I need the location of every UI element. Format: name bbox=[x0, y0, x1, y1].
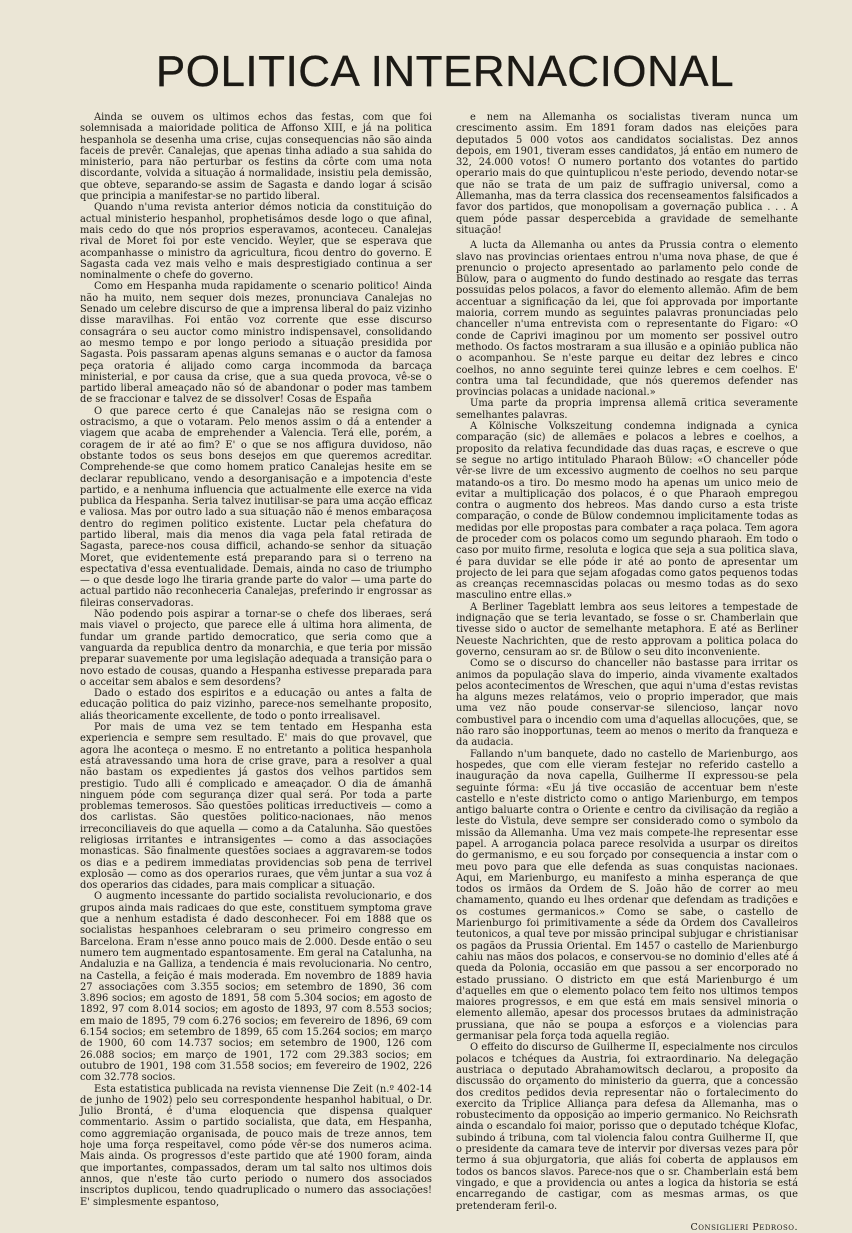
paragraph: Fallando n'um banquete, dado no castello de Marienburgo, aos hospedes, que com elle vieram festejar no referido castello a inauguração da nova capella, Guilherme II expressou-se pela seguinte fórma: «Eu já tive occasião de accentuar bem n'este castello e n'este districto como o antigo Marienburgo, em tempos antigo baluarte contra o Oriente e centro da civilisação da região a leste do Vistula, deve sempre ser considerado como o symbolo da missão da Allemanha. Uma vez mais compete-lhe representar esse papel. A arrogancia polaca parece resolvida a usurpar os direitos do germanismo, e eu sou forçado por consequencia a instar com o meu povo para que elle defenda as suas conquistas nacionaes. Aqui, em Marienburgo, eu manifesto a minha esperança de que todos os irmãos da Ordem de S. João hão de correr ao meu chamamento, quando eu lhes ordenar que defendam as tradições e os costumes germanicos.» Como se sabe, o castello de Marienburgo foi primitivamente a séde da Ordem dos Cavalleiros teutonicos, a qual teve por missão principal subjugar e christianisar os pagãos da Prussia Oriental. Em 1457 o castello de Marienburgo cahiu nas mãos dos polacos, e conservou-se no dominio d'elles até á queda da Polonia, occasião em que passou a ser encorporado no estado prussiano. O districto em que está Marienburgo é um d'aquelles em que o elemento polaco tem feito nos ultimos tempos maiores progressos, e em que está em mais sensivel minoria o elemento allemão, apesar dos processos brutaes da administração prussiana, que não se poupa a esforços e a violencias para germanisar pela força toda aquella região. bbox=[456, 748, 798, 1043]
paragraph: Quando n'uma revista anterior démos noticia da constituição do actual ministerio hespanhol, prophetisámos desde logo o que afinal, mais cedo do que nós proprios esperavamos, aconteceu. Canalejas rival de Moret foi por este vencido. Weyler, que se esperava que acompanhasse o ministro da agricultura, ficou dentro do governo. E Sagasta cada vez mais velho e mais desprestigiado continua a ser nominalmente o chefe do governo. bbox=[80, 202, 432, 282]
paragraph: Ainda se ouvem os ultimos echos das festas, com que foi solemnisada a maioridade politica de Affonso XIII, e já na politica hespanhola se desenha uma crise, cujas consequencias não são ainda faceis de prevêr. Canalejas, que apenas tinha adiado a sua sahida do ministerio, para não perturbar os festins da côrte com uma nota discordante, volvida a situação á normalidade, insistiu pela demissão, que obteve, separando-se assim de Sagasta e dando logar á scisão que principia a manifestar-se no partido liberal. bbox=[80, 112, 432, 203]
paragraph: Como em Hespanha muda rapidamente o scenario politico! Ainda não ha muito, nem sequer dois mezes, pronunciava Canalejas no Senado um celebre discurso de que a imprensa liberal do paiz vizinho disse maravilhas. Foi então voz corrente que esse discurso consagrára o seu auctor como ministro indispensavel, consolidando ao mesmo tempo e por longo periodo a situação presidida por Sagasta. Pois passaram apenas alguns semanas e o auctor da famosa peça oratoria é alijado como carga incommoda da barcaça ministerial, e por causa da crise, que a sua queda provoca, vê-se o partido liberal ameaçado não só de abandonar o poder mas tambem de se fraccionar e talvez de se dissolver! Cosas de España bbox=[80, 281, 432, 406]
paragraph: Como se o discurso do chanceller não bastasse para irritar os animos da população slava do imperio, ainda vivamente exaltados pelos acontecimentos de Wreschen, que aqui n'uma d'estas revistas ha alguns mezes relatámos, veio o proprio imperador, que mais uma vez não poude conservar-se silencioso, lançar novo combustivel para o incendio com uma d'aquellas allocuções, que, se não raro são inopportunas, teem ao menos o merito da franqueza e da audacia. bbox=[456, 658, 798, 749]
paragraph: Por mais de uma vez se tem tentado em Hespanha esta experiencia e sempre sem resultado. E' mais do que provavel, que agora lhe aconteça o mesmo. E no entretanto a politica hespanhola está atravessando uma hora de crise grave, para a resolver a qual não bastam os expedientes já gastos dos velhos partidos sem prestigio. Tudo alli é complicado e ameaçador. O dia de ámanhã ninguem póde com segurança dizer qual será. Por toda a parte problemas temerosos. São questões politicas irreductiveis — como a dos carlistas. São questões politico-nacionaes, não menos irreconciliaveis do que aquella — como a da Catalunha. São questões religiosas irritantes e intransigentes — como a das associações monasticas. São finalmente questões sociaes a aggravarem-se todos os dias e a pedirem immediatas providencias sob pena de terrivel explosão — como as dos operarios ruraes, que vêm juntar a sua voz á dos operarios das cidades, para mais complicar a situação. bbox=[80, 722, 432, 892]
right-column bbox=[456, 112, 798, 1233]
paragraph: Uma parte da propria imprensa allemã critica severamente semelhantes palavras. bbox=[456, 398, 798, 421]
paragraph: O que parece certo é que Canalejas não se resigna com o ostracismo, a que o votaram. Pelo menos assim o dá a entender a viagem que acaba de emprehender a Valencia. Terá elle, porém, a coragem de ir até ao fim? E' o que se nos affigura duvidoso, não obstante todos os seus bons desejos em que queremos acreditar. Comprehende-se que como homem pratico Canalejas hesite em se declarar republicano, vendo a desorganisação e a impotencia d'este partido, e a nenhuma influencia que actualmente elle exerce na vida publica da Hespanha. Seria talvez inutilisar-se para uma acção efficaz e valiosa. Mas por outro lado a sua situação não é menos embaraçosa dentro do regimen politico existente. Luctar pela chefatura do partido liberal, mais dia menos dia vaga pela fatal retirada de Sagasta, parece-nos cousa difficil, achando-se senhor da situação Moret, que evidentemente está preparando para si o terreno na espectativa d'essa eventualidade. Demais, ainda no caso de triumpho — o que desde logo lhe tiraria grande parte do valor — uma parte do actual partido não reconheceria Canalejas, preferindo ir engrossar as fileiras conservadoras. bbox=[80, 405, 432, 609]
paragraph: A Kölnische Volkszeitung condemna indignada a cynica comparação (sic) de allemães e polacos a lebres e coelhos, a proposito da relativa fecundidade das duas raças, e escreve o que se segue no artigo intitulado Pharaoh Bülow: «O chanceller póde vêr-se livre de um excessivo augmento de coelhos no seu parque matando-os a tiro. Do mesmo modo ha apenas um unico meio de evitar a multiplicação dos polacos, é o que Pharaoh empregou contra o augmento dos hebreos. Mas dando curso a esta triste comparação, o conde de Bülow condemnou implicitamente todas as medidas por elle propostas para combater a raça polaca. Tem agora de proceder com os polacos como um segundo pharaoh. Em todo o caso por muito firme, resoluta e logica que seja a sua politica slava, é para duvidar se elle póde ir até ao ponto de apresentar um projecto de lei para que sejam afogadas como gatos pequenos todas as creanças recemnascidas polacas ou mesmo todas as do sexo masculino entre ellas.» bbox=[456, 421, 798, 602]
author-signature: Consiglieri Pedroso. bbox=[690, 1221, 798, 1233]
paragraph: A Berliner Tageblatt lembra aos seus leitores a tempestade de indignação que se teria levantado, se fosse o sr. Chamberlain que tivesse sido o auctor de semelhante metaphora. E até as Berliner Neueste Nachrichten, que de resto approvam a politica polaca do governo, censuram ao sr. de Bülow o seu dito inconveniente. bbox=[456, 601, 798, 658]
paragraph: e nem na Allemanha os socialistas tiveram nunca um crescimento assim. Em 1891 foram dados nas eleições para deputados 5 000 votos aos candidatos socialistas. Dez annos depois, em 1901, tiveram esses candidatos, já então em numero de 32, 24.000 votos! O numero portanto dos votantes do partido operario mais do que quintuplicou n'este periodo, devendo notar-se que não se trata de um paiz de suffragio universal, como a Allemanha, mas da terra classica dos recenseamentos falsificados a favor dos partidos, que monopolisam a governação publica . . . A quem póde passar despercebida a gravidade de semelhante situação! bbox=[456, 112, 798, 236]
paragraph: Não podendo pois aspirar a tornar-se o chefe dos liberaes, será mais viavel o projecto, que parece elle á ultima hora alimenta, de fundar um grande partido democratico, que seria como que a vanguarda da republica dentro da monarchia, e que teria por missão preparar suavemente por uma legislação adequada a transição para o novo estado de cousas, quando a Hespanha estivesse preparada para o acceitar sem abalos e sem desordens? bbox=[80, 609, 432, 688]
paragraph: Esta estatistica publicada na revista viennense Die Zeit (n.º 402-14 de junho de 1902) pelo seu correspondente hespanhol habitual, o Dr. Julio Brontá, é d'uma eloquencia que dispensa qualquer commentario. Assim o partido socialista, que data, em Hespanha, como aggremiação organisada, de pouco mais de treze annos, tem hoje uma força respeitavel, como póde vêr-se dos numeros acima. Mais ainda. Os progressos d'este partido que até 1900 foram, ainda que importantes, compassados, deram um tal salto nos ultimos dois annos, que n'este tão curto periodo o numero dos associados inscriptos duplicou, tendo quadruplicado o numero das associações! E' simplesmente espantoso, bbox=[80, 1083, 432, 1208]
paragraph: A lucta da Allemanha ou antes da Prussia contra o elemento slavo nas provincias orientaes entrou n'uma nova phase, de que é prenuncio o projecto apresentado ao parlamento pelo conde de Bülow, para o augmento do fundo destinado ao resgate das terras possuidas pelos polacos, a favor do elemento allemão. Afim de bem accentuar a significação da lei, que foi approvada por importante maioria, correm mundo as seguintes palavras pronunciadas pelo chanceller n'uma entrevista com o representante do Figaro: «O conde de Caprivi imaginou por um momento ser possivel outro methodo. Os factos mostraram a sua illusão e a opinião publica não o acompanhou. Se n'este parque eu deitar dez lebres e cinco coelhos, no anno seguinte terei quinze lebres e cem coelhos. E' contra uma tal fecundidade, que nós queremos defender nas provincias polacas a unidade nacional.» bbox=[456, 240, 798, 399]
article-title: POLITICA INTERNACIONAL bbox=[155, 47, 735, 96]
paragraph: Dado o estado dos espiritos e a educação ou antes a falta de educação politica do paiz vizinho, parece-nos semelhante proposito, aliás theoricamente excellente, de todo o ponto irrealisavel. bbox=[80, 688, 432, 722]
left-column bbox=[80, 112, 432, 1208]
paragraph: O effeito do discurso de Guilherme II, especialmente nos circulos polacos e tchéques da Austria, foi extraordinario. Na delegação austriaca o deputado Abrahamowitsch declarou, a proposito da discussão do orçamento do ministerio da guerra, que a concessão dos creditos pedidos devia representar não o fortalecimento do exercito da Triplice Alliança para defesa da Allemanha, mas o robustecimento da opposição ao imperio germanico. No Reichsrath ainda o escandalo foi maior, porisso que o deputado tchéque Klofac, subindo á tribuna, com tal violencia falou contra Guilherme II, que o presidente da camara teve de intervir por diversas vezes para pôr termo á sua objurgatoria, que aliás foi coberta de applausos em todos os bancos slavos. Parece-nos que o sr. Chamberlain está bem vingado, e que a providencia ou antes a logica da historia se está encarregando de castigar, com as mesmas armas, os que pretenderam feril-o. bbox=[456, 1042, 798, 1212]
paragraph: O augmento incessante do partido socialista revolucionario, e dos grupos ainda mais radicaes do que este, constituem symptoma grave que a nenhum estadista é dado desconhecer. Foi em 1888 que os socialistas hespanhoes celebraram o seu primeiro congresso em Barcelona. Eram n'esse anno pouco mais de 2.000. Desde então o seu numero tem augmentado espantosamente. Em geral na Catalunha, na Andaluzia e na Galliza, a tendencia é mais revolucionaria. No centro, na Castella, a feição é mais moderada. Em novembro de 1889 havia 27 associações com 3.355 socios; em setembro de 1890, 36 com 3.896 socios; em agosto de 1891, 58 com 5.304 socios; em agosto de 1892, 97 com 8.014 socios; em agosto de 1893, 97 com 8.553 socios; em maio de 1895, 79 com 6.276 socios; em fevereiro de 1896, 69 com 6.154 socios; em setembro de 1899, 65 com 15.264 socios; em março de 1900, 60 com 14.737 socios; em setembro de 1900, 126 com 26.088 socios; em março de 1901, 172 com 29.383 socios; em outubro de 1901, 198 com 31.558 socios; em fevereiro de 1902, 226 com 32.778 socios. bbox=[80, 891, 432, 1084]
